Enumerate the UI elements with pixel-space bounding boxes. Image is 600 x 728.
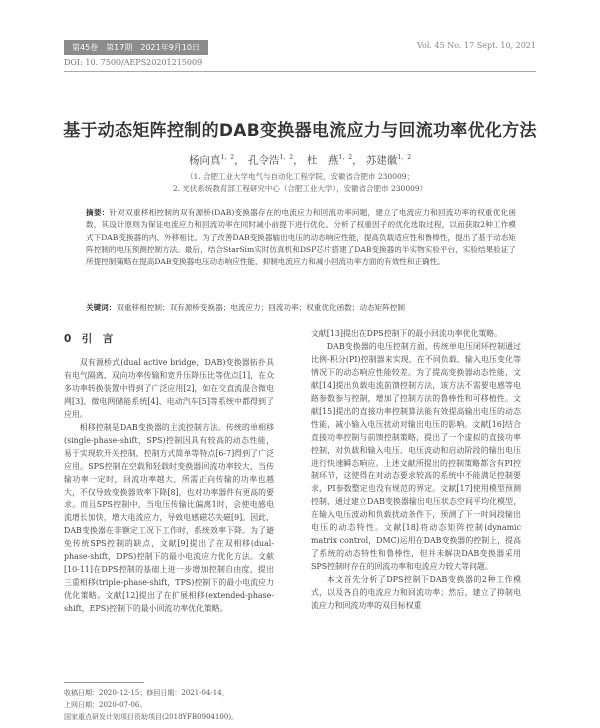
author-affil-mark: 1，2 xyxy=(220,154,235,161)
journal-issue-badge: 第45卷 第17期 2021年9月10日 xyxy=(64,40,208,55)
keywords-label: 关键词： xyxy=(86,303,117,312)
footnote-line: 收稿日期：2020-12-15；修回日期：2021-04-14， xyxy=(64,689,229,697)
header-rule xyxy=(64,71,536,72)
paragraph: 本文首先分析了DPS控制下DAB变换器的2种工作模式，以及各自的电流应力和回流功率；然后，建立了抑制电流应力和回流功率的双目标权重 xyxy=(311,575,521,611)
author-list: 杨向真$^{1,2}$， 孔令浩$^{1,2}$， 杜 燕$^{1,2}$， 苏建徽$^{1,2}$ xyxy=(188,154,412,167)
affiliation-2: 2. 光伏系统教育部工程研究中心（合肥工业大学），安徽省合肥市 230009） xyxy=(172,184,428,193)
author-name: 杨向真 xyxy=(188,154,221,167)
paragraph: 相移控制是DAB变换器的主流控制方法。传统的单相移(single-phase-shift，SPS)控制因具有较高的动态性能，易于实现软开关控制，控制方式简单等特点[6-7]得到了广泛应用。SPS控制在空载和轻载时变换器回流功率较大，当传输功率一定时，回流功率越大，所需正向传输的功率也越大，不仅导致变换器效率下降[8]，也对功率器件有更高的要求。而且SPS控制中，当电压传输比偏离1时，会使电感电流增长加快，增大电流应力，导致电感磁芯失磁[9]。因此，DAB变换器在非额定工况下工作时，系统效率下降。为了避免传统SPS控制的缺点，文献[9]提出了在双相移(dual-phase-shift，DPS)控制下的最小电流应力优化方法。文献[10-11]在DPS控制的基础上进一步增加控制自由度，提出三重相移(triple-phase-shift，TPS)控制下的最小电流应力优化策略。文献[12]提出了在扩展相移(extended-phase-shift，EPS)控制下的最小回流功率优化策略。 xyxy=(64,422,274,614)
author-name: 苏建徽 xyxy=(365,154,398,167)
keywords-text: 双重移相控制；双有源桥变换器；电流应力；回流功率；权重优化函数；动态矩阵控制 xyxy=(116,303,405,312)
paragraph: 双有源桥式(dual active bridge，DAB)变换器拓扑具有电气隔离、双向功率传输和宽升压降压比等优点[1]，在众多功率转换装置中得到了广泛应用[2]，如在交直流混合微电网[3]、微电网储能系统[4]、电动汽车[5]等系统中都得到了应用。 xyxy=(64,358,274,419)
abstract xyxy=(86,207,516,268)
abstract-label: 摘要： xyxy=(86,208,110,217)
keywords xyxy=(86,302,516,313)
author-affil-mark: 1，2 xyxy=(338,154,353,161)
footnotes xyxy=(64,687,294,723)
left-column xyxy=(64,357,274,616)
paragraph: 文献[13]提出在DPS控制下的最小回流功率优化策略。 xyxy=(311,329,503,338)
section-heading: 0 引 言 xyxy=(64,333,114,345)
author-name: 杜 燕 xyxy=(306,154,339,167)
footnote-rule xyxy=(64,682,144,683)
journal-volume-info: Vol. 45 No. 17 Sept. 10, 2021 xyxy=(417,41,536,50)
abstract-text: 针对双重移相控制的双有源桥(DAB)变换器存在的电流应力和回流功率问题，建立了电流应力和回流功率的权重优化函数，其设计原则为保证电流应力和回流功率在同时减小前提下进行优化。分析了权重因子的优化选取过程，以而获取2种工作模式下DAB变换器的内、外移相比。为了改善DAB变换器输出电压的动态响应性能，提高负载适应性和鲁棒性，提出了基于动态矩阵控制的电压预测控制方法。最后，结合StarSim实时仿真机和DSP芯片搭建了DAB变换器的半实物实验平台，实验结果验证了所提控制策略在提高DAB变换器电压动态响应性能、抑制电流应力和减小回流功率方面的有效性和正确性。 xyxy=(86,208,517,267)
author-affil-mark: 1，2 xyxy=(397,154,412,161)
footnote-line: 国家重点研发计划项目资助项目(2018YFB0904100)。 xyxy=(64,713,239,721)
footnote-line: 上网日期：2020-07-06。 xyxy=(64,701,147,709)
author-name: 孔令浩 xyxy=(247,154,280,167)
doi: DOI: 10. 7500/AEPS20201215009 xyxy=(64,58,203,67)
affiliation-1: （1. 合肥工业大学电气与自动化工程学院，安徽省合肥市 230009； xyxy=(185,172,415,181)
paragraph: DAB变换器的电压控制方面，传统单电压闭环控制通过比例-积分(PI)控制器来实现，在不同负载、输入电压变化等情况下的动态响应性能较差。为了提高变换器动态性能，文献[14]提出负载电流前馈控制方法，该方法不需要电感等电路参数参与控制，增加了控制方法的鲁棒性和可移植性。文献[15]提出的直接功率控制算法能有效提高输出电压的动态性能，减小输入电压扰动对输出电压的影响。文献[16]结合直接功率控制与前馈控制策略，提出了一个虚拟的直接功率控制，对负载和输入电压、电压波动和启动阶段的输出电压进行快速瞬态响应。上述文献所提出的控制策略都含有PI控制环节，这使得在对动态要求较高的系统中不能满足控制要求，PI参数整定也没有规范的界定。文献[17]使用模型预测控制，通过建立DAB变换器输出电压状态空间平均化模型，在输入电压波动和负载扰动条件下，预测了下一时间段输出电压的动态特性。文献[18]将动态矩阵控制(dynamic matrix control，DMC)运用在DAB变换器的控制上，提高了系统的动态特性和鲁棒性，但并未解决DAB变换器采用SPS控制时存在的回流功率和电流应力较大等问题。 xyxy=(311,341,521,572)
paper-title: 基于动态矩阵控制的DAB变换器电流应力与回流功率优化方法 xyxy=(63,121,537,141)
author-affil-mark: 1，2 xyxy=(279,154,294,161)
right-column xyxy=(311,328,521,613)
